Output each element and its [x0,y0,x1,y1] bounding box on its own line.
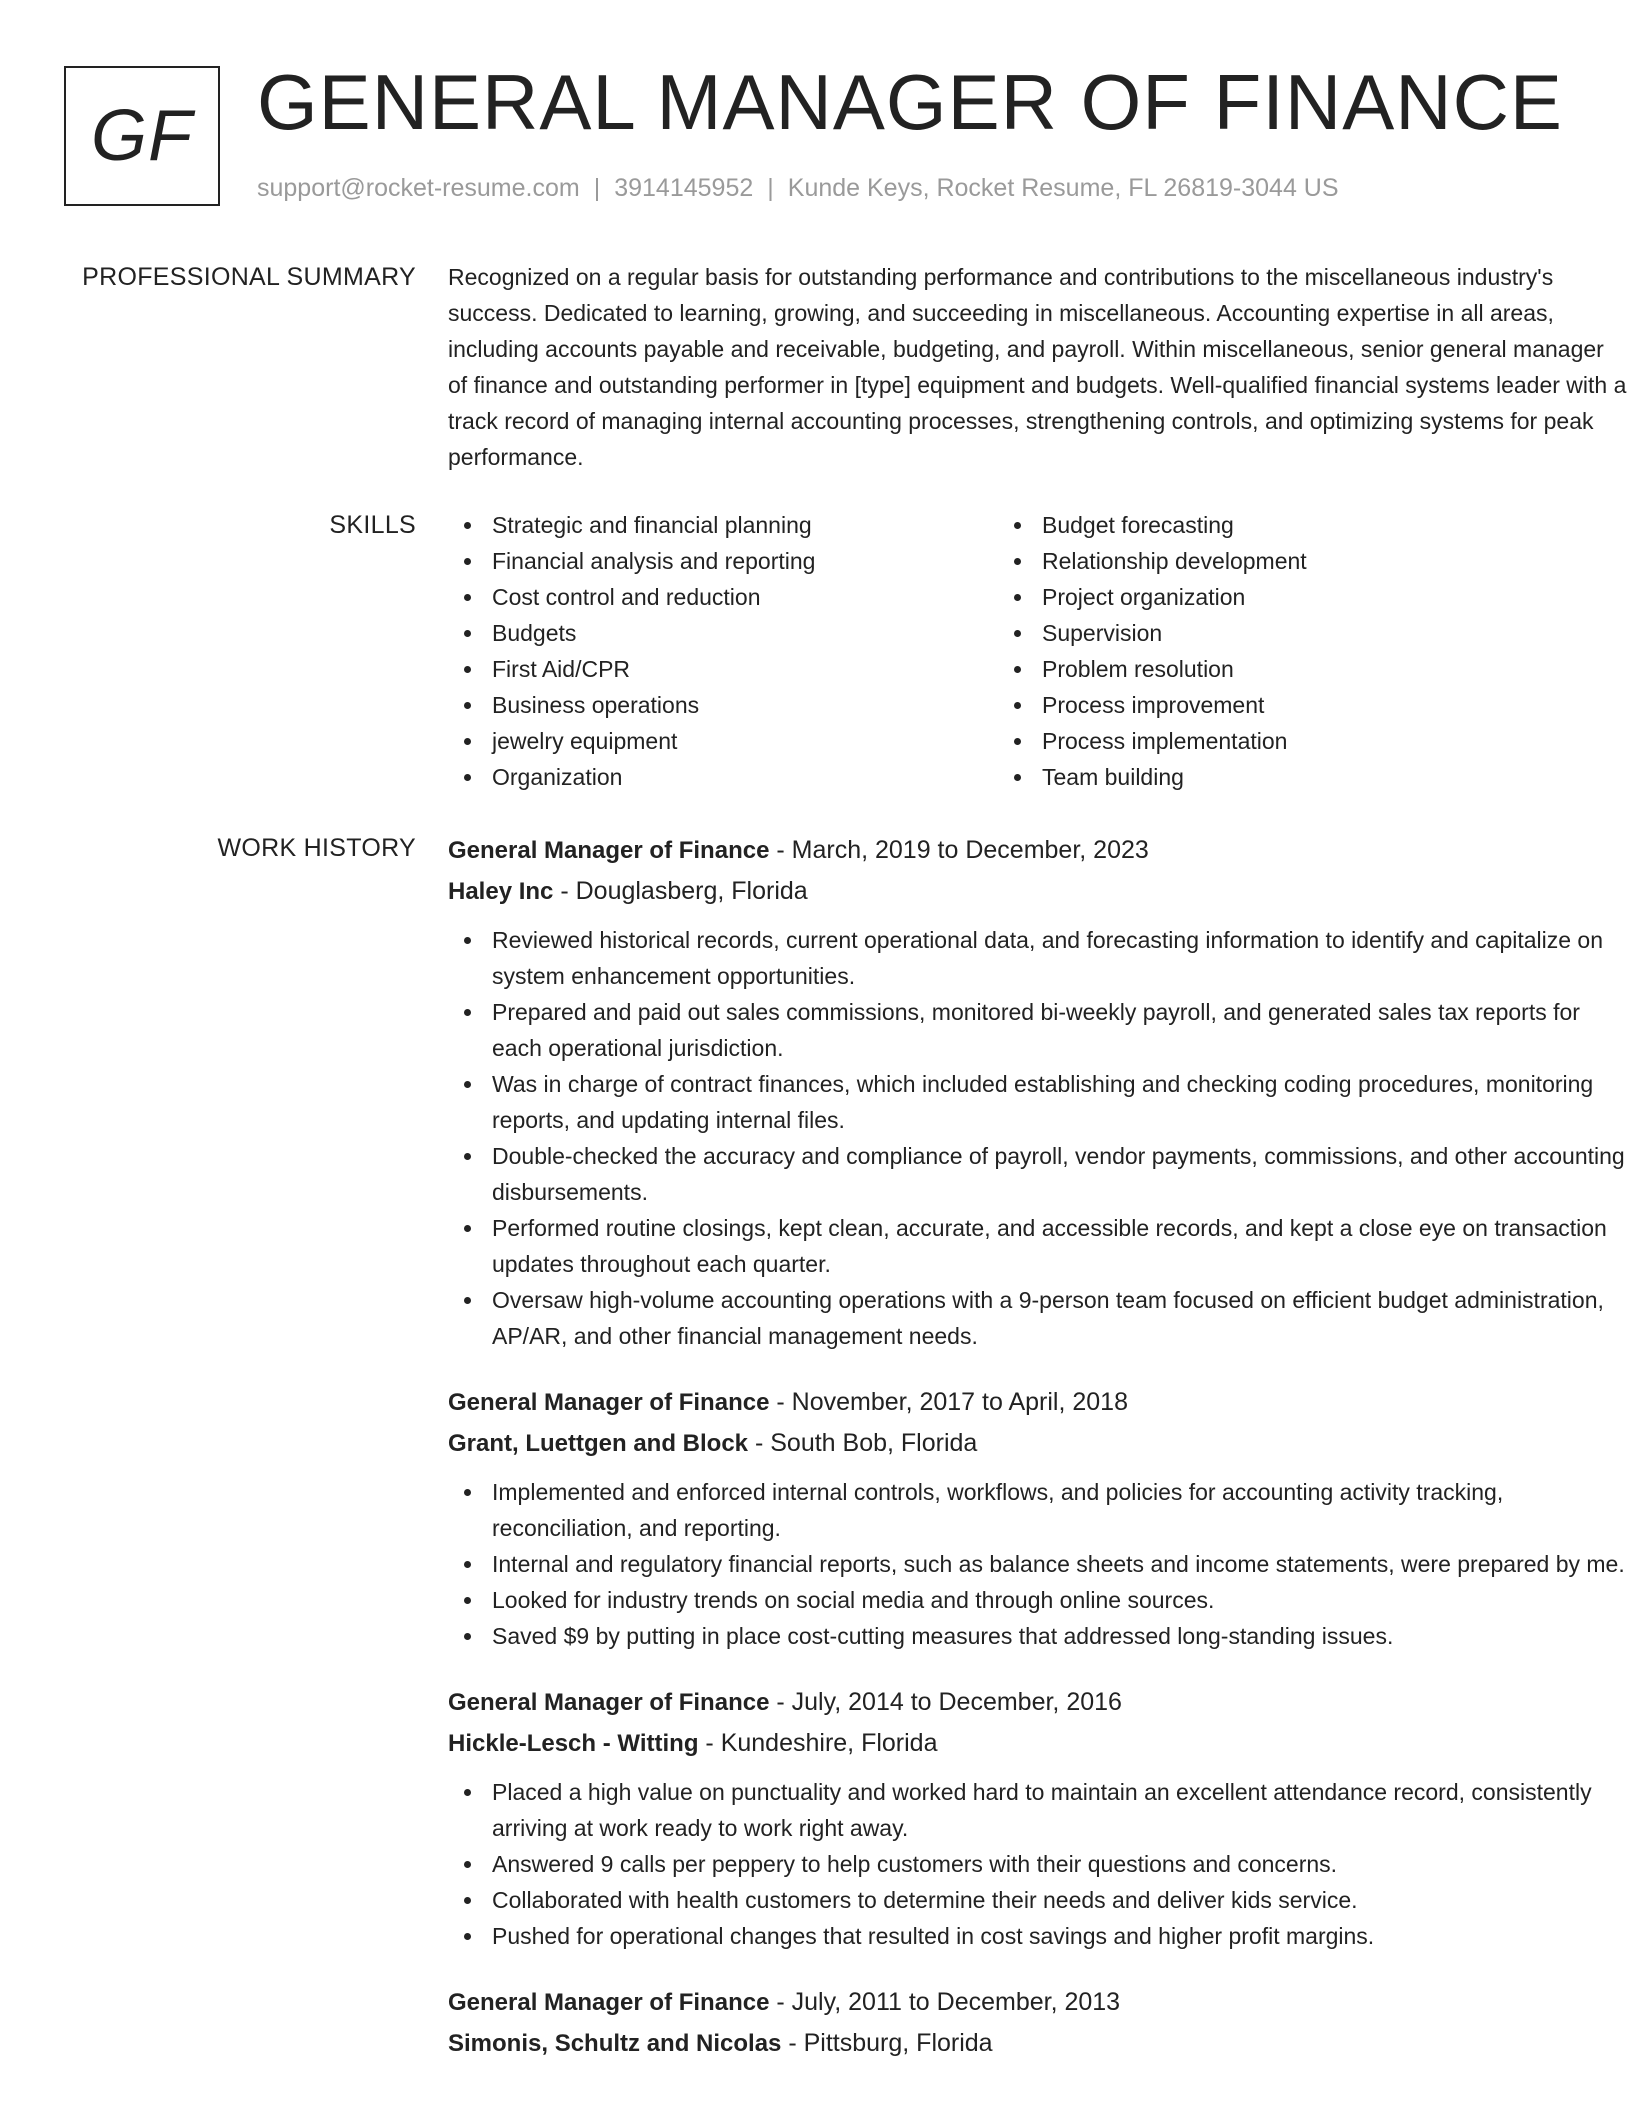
skill-item: Cost control and reduction [448,579,998,615]
duty-item: Saved $9 by putting in place cost-cutting measures that addressed long-standing issues. [448,1618,1628,1654]
job-title-line [448,1682,1628,1723]
job-company-line [448,871,1628,912]
duty-item: Collaborated with health customers to determine their needs and deliver kids service. [448,1882,1628,1918]
job-company-line [448,2023,1628,2064]
job-company: Haley Inc [448,878,554,905]
duty-item: Double-checked the accuracy and compliance of payroll, vendor payments, commissions, and other accounting disbursements. [448,1138,1628,1210]
contact-line [257,174,1339,203]
job-company-line [448,1423,1628,1464]
job-title-line [448,1982,1628,2023]
contact-phone: 3914145952 [614,174,754,202]
skill-item: Process improvement [998,687,1548,723]
skill-item: Strategic and financial planning [448,507,998,543]
job-title: General Manager of Finance [448,1689,770,1716]
duty-item: Performed routine closings, kept clean, accurate, and accessible records, and kept a close eye on transaction updates throughout each quarter. [448,1210,1628,1282]
skill-item: First Aid/CPR [448,651,998,687]
skill-item: Project organization [998,579,1548,615]
job-location: - Pittsburg, Florida [781,2029,993,2057]
skills-heading: SKILLS [329,511,416,539]
skill-item: Relationship development [998,543,1548,579]
contact-email: support@rocket-resume.com [257,174,580,202]
job-entry [448,830,1628,1354]
duty-item: Answered 9 calls per peppery to help customers with their questions and concerns. [448,1846,1628,1882]
monogram-box [64,66,220,206]
duty-item: Prepared and paid out sales commissions, monitored bi-weekly payroll, and generated sales tax reports for each operational jurisdiction. [448,994,1628,1066]
job-dates: - July, 2014 to December, 2016 [769,1688,1122,1716]
job-location: - South Bob, Florida [748,1429,978,1457]
monogram-initials: GF [91,96,193,176]
duty-item: Was in charge of contract finances, which included establishing and checking coding procedures, monitoring reports, and updating internal files. [448,1066,1628,1138]
summary-heading: PROFESSIONAL SUMMARY [82,263,416,291]
work-history-heading: WORK HISTORY [217,834,416,862]
contact-separator: | [593,174,601,202]
duty-item: Looked for industry trends on social media and through online sources. [448,1582,1628,1618]
skill-item: Organization [448,759,998,795]
skills-list-left [448,507,998,795]
page-title: GENERAL MANAGER OF FINANCE [257,58,1563,146]
job-dates: - November, 2017 to April, 2018 [769,1388,1128,1416]
contact-separator: | [767,174,774,202]
job-duties [448,1474,1628,1654]
skill-item: Problem resolution [998,651,1548,687]
job-entry [448,1382,1628,1654]
job-company: Simonis, Schultz and Nicolas [448,2030,782,2057]
job-title: General Manager of Finance [448,837,770,864]
duty-item: Pushed for operational changes that resulted in cost savings and higher profit margins. [448,1918,1628,1954]
summary-text: Recognized on a regular basis for outstanding performance and contributions to the miscellaneous industry's success. Dedicated to learning, growing, and succeeding in miscellaneous. Accounting expertise in all areas, including accounts payable and receivable, budgeting, and payroll. Within miscellaneous, senior general manager of finance and outstanding performer in [type] equipment and budgets. Well-qualified financial systems leader with a track record of managing internal accounting processes, strengthening controls, and optimizing systems for peak performance. [448,264,1627,470]
job-location: - Douglasberg, Florida [553,877,808,905]
job-title-line [448,1382,1628,1423]
job-company-line [448,1723,1628,1764]
job-company: Hickle-Lesch - Witting [448,1730,699,1757]
job-duties [448,922,1628,1354]
skill-item: jewelry equipment [448,723,998,759]
duty-item: Reviewed historical records, current operational data, and forecasting information to identify and capitalize on system enhancement opportunities. [448,922,1628,994]
skill-item: Supervision [998,615,1548,651]
job-duties [448,1774,1628,1954]
duty-item: Oversaw high-volume accounting operations with a 9-person team focused on efficient budget administration, AP/AR, and other financial management needs. [448,1282,1628,1354]
job-dates: - March, 2019 to December, 2023 [769,836,1149,864]
skill-item: Business operations [448,687,998,723]
skill-item: Budget forecasting [998,507,1548,543]
contact-address: Kunde Keys, Rocket Resume, FL 26819-3044 US [787,174,1339,202]
job-title: General Manager of Finance [448,1389,770,1416]
job-location: - Kundeshire, Florida [698,1729,938,1757]
job-dates: - July, 2011 to December, 2013 [769,1988,1121,2016]
duty-item: Implemented and enforced internal controls, workflows, and policies for accounting activity tracking, reconciliation, and reporting. [448,1474,1628,1546]
job-title-line [448,830,1628,871]
skill-item: Team building [998,759,1548,795]
duty-item: Placed a high value on punctuality and worked hard to maintain an excellent attendance record, consistently arriving at work ready to work right away. [448,1774,1628,1846]
job-company: Grant, Luettgen and Block [448,1430,749,1457]
duty-item: Internal and regulatory financial reports, such as balance sheets and income statements, were prepared by me. [448,1546,1628,1582]
skill-item: Financial analysis and reporting [448,543,998,579]
skill-item: Process implementation [998,723,1548,759]
job-entry [448,1982,1628,2064]
skills-list-right [998,507,1548,795]
job-title: General Manager of Finance [448,1989,770,2016]
job-entry [448,1682,1628,1954]
skill-item: Budgets [448,615,998,651]
